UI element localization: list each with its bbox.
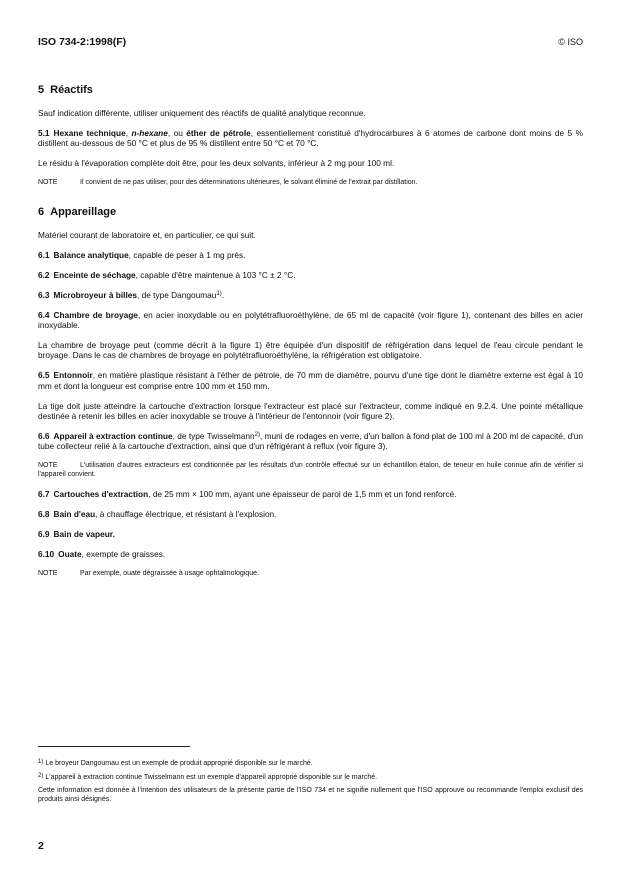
- clause-text: , ou: [167, 127, 187, 138]
- section-title: Réactifs: [50, 84, 93, 96]
- clause-number: 6.8: [38, 509, 50, 520]
- clause-number: 6.6: [38, 431, 50, 441]
- note-label: NOTE: [38, 569, 58, 577]
- footnote-ref[interactable]: 2): [254, 432, 260, 438]
- note-text: Il convient de ne pas utiliser, pour des déterminations ultérieures, le solvant éliminé de l'extrait par distillation.: [80, 179, 418, 187]
- note-text: L'utilisation d'autres extracteurs est conditionnée par les résultats d'un contrôle effectué sur un échantillon étalon, de teneur en huile connue afin de vérifier si l'appareil convient.: [38, 462, 583, 479]
- copyright-notice: © ISO: [558, 37, 583, 47]
- clause-6-4-detail: La chambre de broyage peut (comme décrit à la figure 1) être équipée d'un dispositif de réfrigération dans lequel de l'eau circule pendant le broyage. Dans le cas de chambres de broyage en polytétrafluoroéthylène, la réfrigération est obligatoire.: [38, 340, 583, 361]
- section-number: 6: [38, 206, 45, 219]
- clause-6-8: [38, 509, 583, 519]
- clause-text: , capable d'être maintenue à 103 °C ± 2 °C.: [135, 269, 296, 280]
- clause-term: Appareil à extraction continue: [53, 431, 173, 441]
- clause-term: Bain de vapeur.: [53, 529, 115, 540]
- clause-number: 6.4: [38, 309, 50, 320]
- clause-6-4: [38, 310, 583, 331]
- clause-6-7: [38, 489, 583, 499]
- note-6-6: [38, 461, 583, 479]
- clause-term: Entonnoir: [53, 370, 93, 381]
- note-label: NOTE: [38, 179, 58, 187]
- clause-number: 6.7: [38, 489, 50, 500]
- clause-term: Microbroyeur à billes: [53, 289, 138, 300]
- section-5-intro: Sauf indication différente, utiliser uniquement des réactifs de qualité analytique reconnue.: [38, 108, 366, 118]
- clause-number: 6.3: [38, 289, 50, 300]
- clause-6-9: [38, 529, 583, 539]
- clause-text: , capable de peser à 1 mg près.: [128, 250, 246, 261]
- footnote-2: [38, 772, 583, 782]
- clause-6-3: [38, 290, 583, 300]
- clause-6-10: [38, 549, 583, 559]
- note-text: Par exemple, ouate dégraissée à usage ophtalmologique.: [80, 569, 260, 577]
- clause-text: ,: [125, 127, 132, 138]
- footnote-text: Le broyeur Dangoumau est un exemple de produit approprié disponible sur le marché.: [45, 760, 313, 767]
- clause-term: Enceinte de séchage: [53, 269, 136, 280]
- section-5-heading: [38, 84, 583, 97]
- note-6-10: [38, 569, 583, 578]
- section-title: Appareillage: [50, 206, 117, 219]
- page-header: [38, 36, 583, 50]
- clause-6-5: [38, 370, 583, 391]
- clause-number: 6.5: [38, 370, 50, 381]
- note-label: NOTE: [38, 462, 58, 470]
- clause-text: , en matière plastique résistant à l'éther de pétrole, de 70 mm de diamètre, pourvu d'une tige dont le diamètre externe est égal à 10 mm et dont la longueur est comprise entre 100 mm et 150 mm.: [38, 370, 583, 391]
- clause-number: 6.2: [38, 269, 50, 280]
- clause-number: 6.9: [38, 529, 50, 540]
- clause-text: , de type Dangoumau: [137, 289, 217, 300]
- clause-term: Cartouches d'extraction: [53, 489, 149, 500]
- clause-term: n-hexane: [131, 127, 168, 138]
- clause-number: 6.10: [38, 549, 55, 560]
- footnotes: [38, 758, 583, 808]
- note-5: [38, 178, 583, 187]
- clause-6-1: [38, 250, 583, 260]
- clause-term: Bain d'eau: [53, 509, 96, 520]
- footnote-mark: 2): [38, 773, 44, 779]
- footnote-ref[interactable]: 1): [216, 290, 222, 297]
- section-6-heading: [38, 206, 583, 219]
- clause-term: Hexane technique: [53, 127, 126, 138]
- clause-term: Ouate: [58, 549, 82, 560]
- clause-text: , en acier inoxydable ou en polytétrafluoroéthylène, de 65 ml de capacité (voir figure 1), contenant des billes en acier inoxydable.: [38, 309, 583, 331]
- section-6-intro: Matériel courant de laboratoire et, en particulier, ce qui suit.: [38, 230, 256, 241]
- clause-6-6: [38, 431, 583, 452]
- clause-6-2: [38, 270, 583, 280]
- footnote-info: Cette information est donnée à l'intention des utilisateurs de la présente partie de l'ISO 734 et ne signifie nullement que l'ISO approuve ou recommande l'emploi exclusif des produits ainsi désignés.: [38, 787, 583, 803]
- residue-paragraph: Le résidu à l'évaporation complète doit être, pour les deux solvants, inférieur à 2 mg pour 100 ml.: [38, 158, 395, 169]
- clause-text: , muni de rodages en verre, d'un ballon à fond plat de 100 ml à 200 ml de capacité, d'un tube collecteur relié à la cartouche d'extraction, ainsi que d'un réfrigérant à reflux (voir figure 3).: [38, 431, 584, 452]
- page-number: 2: [38, 840, 44, 852]
- section-number: 5: [38, 84, 45, 96]
- clause-term: Chambre de broyage: [53, 309, 138, 320]
- footnote-text: L'appareil à extraction continue Twisselmann est un exemple d'appareil approprié disponible sur le marché.: [45, 774, 378, 781]
- clause-text: , de 25 mm × 100 mm, ayant une épaisseur de paroi de 1,5 mm et un fond renforcé.: [148, 489, 457, 500]
- clause-number: 6.1: [38, 250, 50, 261]
- footnote-mark: 1): [38, 759, 44, 765]
- clause-text: .: [221, 289, 225, 300]
- clause-number: 5.1: [38, 127, 50, 138]
- clause-text: , à chauffage électrique, et résistant à l'explosion.: [95, 509, 277, 520]
- clause-6-5-detail: La tige doit juste atteindre la cartouche d'extraction lorsque l'extracteur est placé sur l'extracteur, comme indiqué en 9.2.4. Une pointe métallique destinée à retenir les billes en acier inoxydable se trouve à l'intérieur de l'entonnoir (voir figure 2).: [38, 400, 583, 422]
- footnote-separator: [38, 746, 190, 747]
- document-body: [38, 84, 583, 588]
- clause-text: , exempte de graisses.: [81, 549, 166, 560]
- clause-term: Balance analytique: [53, 250, 129, 261]
- clause-term: éther de pétrole: [186, 127, 251, 138]
- standard-reference: ISO 734-2:1998(F): [38, 36, 127, 48]
- clause-text: , essentiellement constitué d'hydrocarbures à 6 atomes de carbone dont moins de 5 % distillent au-dessous de 50 °C et plus de 95 % distillent entre 50 °C et 70 °C.: [38, 127, 583, 149]
- clause-text: , de type Twisselmann: [172, 431, 255, 441]
- clause-5-1: [38, 128, 583, 149]
- footnote-1: [38, 758, 583, 768]
